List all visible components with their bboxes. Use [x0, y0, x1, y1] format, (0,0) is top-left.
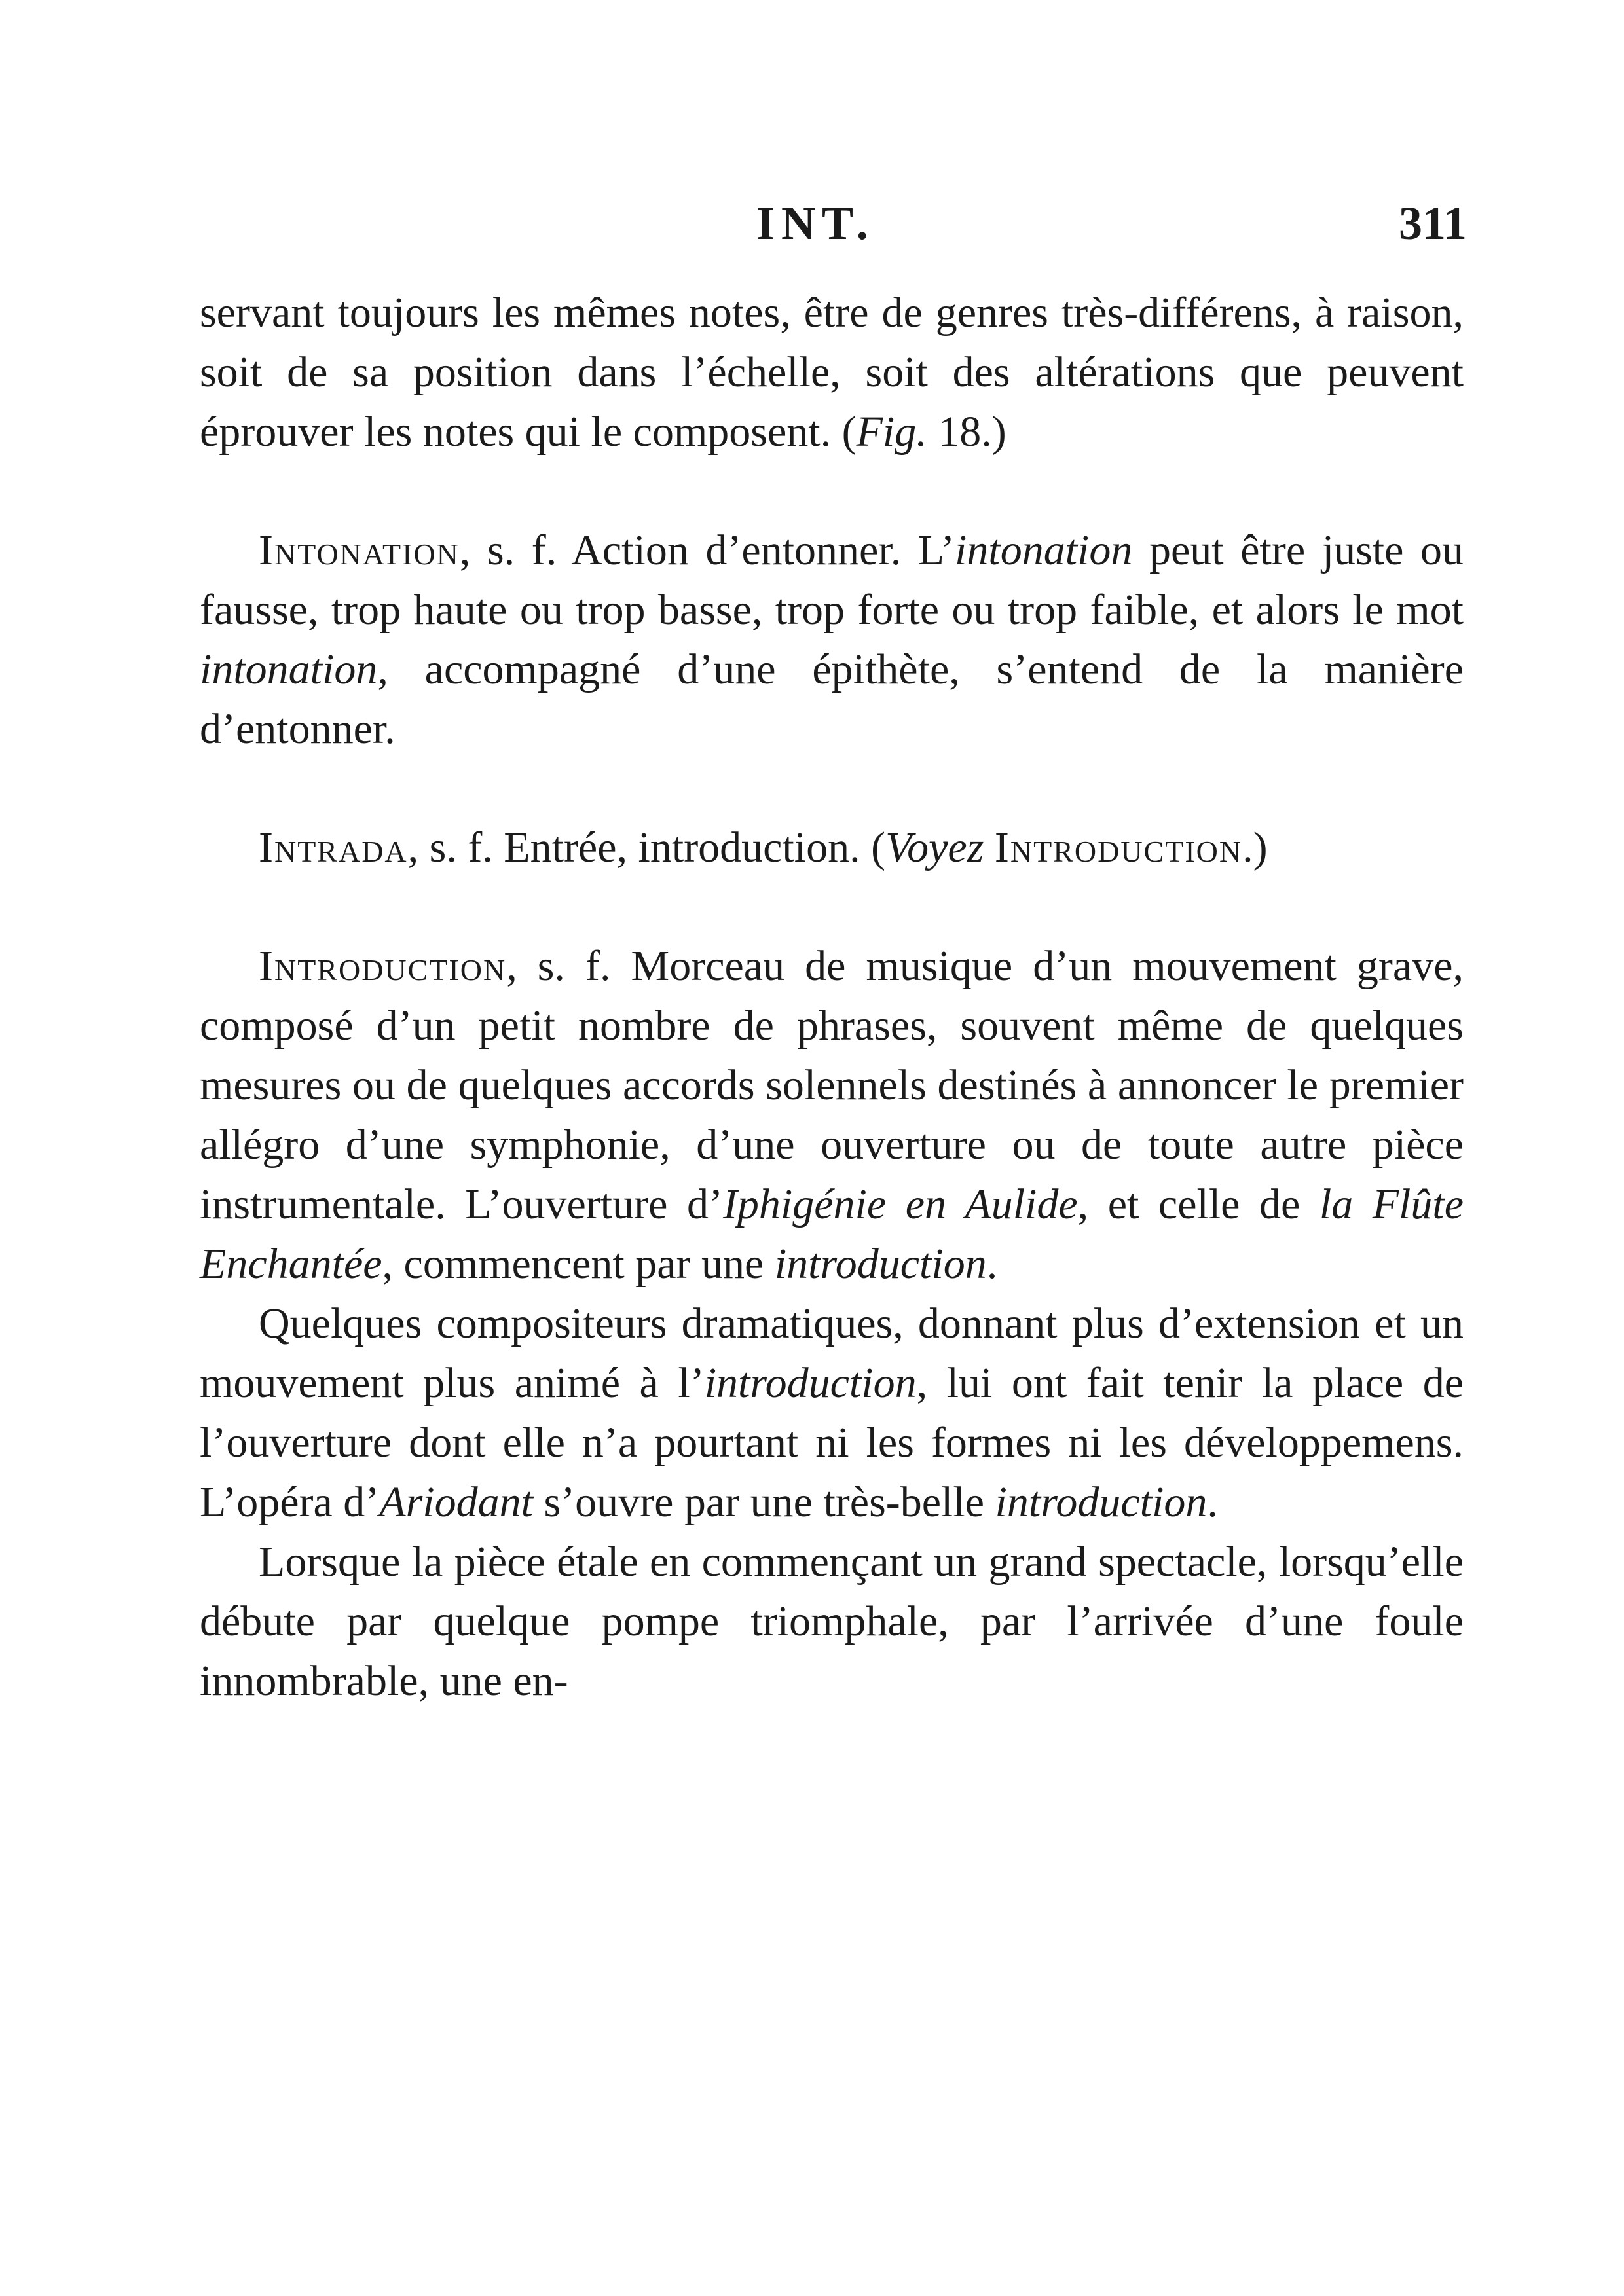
body-text	[200, 283, 1464, 1711]
italic-run: introduction	[704, 1359, 917, 1407]
text-run: , s. f. Entrée, introduction. (	[407, 824, 886, 871]
text-run	[984, 824, 995, 871]
italic-run: intonation	[955, 526, 1133, 574]
text-run: , et celle de	[1077, 1180, 1320, 1228]
entry-term: Intrada	[259, 824, 408, 871]
text-run: .	[986, 1240, 998, 1288]
text-run: .	[1207, 1478, 1218, 1526]
text-run: Quelques compositeurs dramatiques, donnant plus d’extension et un mouvement plus animé à l’	[200, 1300, 1464, 1407]
italic-run: la Flûte Enchantée	[200, 1180, 1464, 1288]
paragraph-lorsque	[200, 1532, 1464, 1711]
text-run: s’ouvre par une très-belle	[532, 1478, 995, 1526]
italic-run: Iphigénie en Aulide	[722, 1180, 1078, 1228]
text-run: Lorsque la pièce étale en commençant un grand spectacle, lorsqu’elle débute par quelque pompe triomphale, par l’arrivée d’une foule innombrable, une en-	[200, 1538, 1464, 1705]
page-number: 311	[1398, 197, 1467, 249]
text-run: , accompagné d’une épithète, s’entend de la manière d’entonner.	[200, 646, 1464, 753]
text-run: 18.)	[927, 408, 1006, 456]
italic-run: Ariodant	[379, 1478, 533, 1526]
running-head: INT.	[756, 197, 875, 249]
continuation-paragraph	[200, 283, 1464, 462]
page-header	[196, 196, 1467, 255]
entry-intonation	[200, 520, 1464, 759]
text-run: , commencent par une	[382, 1240, 775, 1288]
entry-term: Introduction	[259, 942, 507, 990]
italic-run: Voyez	[885, 824, 984, 871]
text-run: , s. f. Morceau de musique d’un mouvement grave, composé d’un petit nombre de phrases, souvent même de quelques mesures ou de quelques accords solennels destinés à annoncer le premier allégro d’une symphonie, d’une ouverture ou de toute autre pièce instrumentale. L’ouverture d’	[200, 942, 1464, 1228]
entry-intrada	[200, 818, 1464, 877]
text-run: peut être juste ou fausse, trop haute ou trop basse, trop forte ou trop faible, et alors le mot	[200, 526, 1464, 634]
italic-run: Fig.	[856, 408, 927, 456]
paragraph-quelques	[200, 1294, 1464, 1532]
entry-term: Intonation	[259, 526, 460, 574]
text-run: .)	[1242, 824, 1268, 871]
cross-reference: Introduction	[994, 824, 1243, 871]
text-run: , s. f. Action d’entonner. L’	[459, 526, 955, 574]
italic-run: introduction	[995, 1478, 1208, 1526]
entry-introduction	[200, 936, 1464, 1294]
italic-run: intonation	[200, 646, 378, 693]
italic-run: introduction	[774, 1240, 987, 1288]
text-run: servant toujours les mêmes notes, être de genres très-différens, à raison, soit de sa position dans l’échelle, soit des altérations que peuvent éprouver les notes qui le composent. (	[200, 289, 1464, 456]
text-run: , lui ont fait tenir la place de l’ouverture dont elle n’a pourtant ni les formes ni les développemens. L’opéra d’	[200, 1359, 1464, 1526]
